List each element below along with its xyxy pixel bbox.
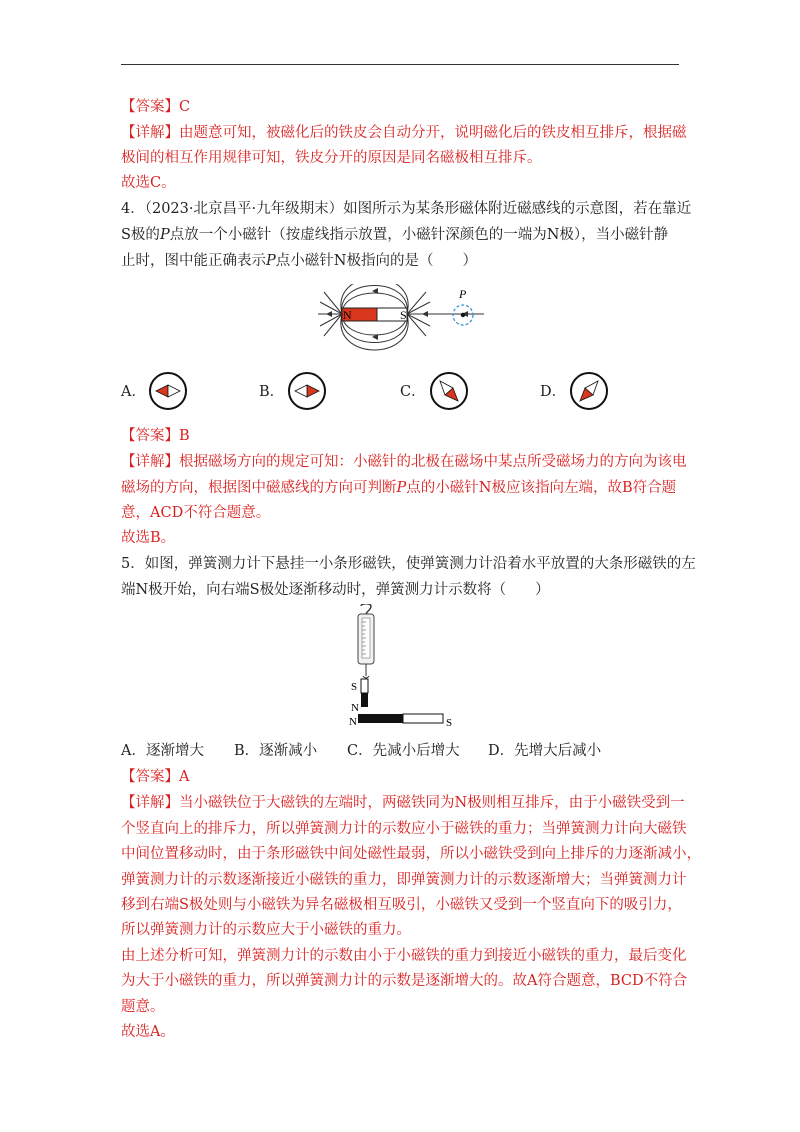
q3-detail-line-1: 【详解】由题意可知，被磁化后的铁皮会自动分开，说明磁化后的铁皮相互排斥，根据磁 xyxy=(121,125,687,141)
q4-option-b-compass-icon xyxy=(286,370,328,412)
q4-answer: 【答案】B xyxy=(121,428,190,444)
q4-detail-line-2: 磁场的方向，根据图中磁感线的方向可判断P点的小磁针N极应该指向左端，故B符合题 xyxy=(121,480,677,496)
q5-stem-line-2: 端N极开始，向右端S极处逐渐移动时，弹簧测力计示数将（ ） xyxy=(121,582,550,598)
q4-option-c-compass-icon xyxy=(428,370,470,412)
q4-option-a-label: A． xyxy=(121,384,146,400)
q4-choice: 故选B。 xyxy=(121,530,176,546)
q4-option-c-label: C． xyxy=(400,384,426,400)
q5-fig-small-s-label: S xyxy=(351,681,358,693)
q4-fig-s-label: S xyxy=(400,308,407,322)
q4-stem-line-2: S极的P点放一个小磁针（按虚线指示放置，小磁针深颜色的一端为N极），当小磁针静 xyxy=(121,227,669,243)
header-rule xyxy=(121,64,679,65)
q5-detail-line-8: 为大于小磁铁的重力，所以弹簧测力计的示数是逐渐增大的。故A符合题意，BCD不符合 xyxy=(121,973,688,989)
q5-detail-line-7: 由上述分析可知，弹簧测力计的示数由小于小磁铁的重力到接近小磁铁的重力，最后变化 xyxy=(121,948,687,964)
q4-option-b-label: B． xyxy=(259,384,285,400)
q4-option-d-label: D． xyxy=(540,384,567,400)
q5-fig-big-s-label: S xyxy=(446,717,453,729)
q4-magnet-field-figure xyxy=(312,284,492,366)
q3-choice: 故选C。 xyxy=(121,175,176,191)
q4-option-a-compass-icon xyxy=(147,370,189,412)
q4-stem-line-3: 止时，图中能正确表示P点小磁针N极指向的是（ ） xyxy=(121,253,477,269)
q5-spring-scale-figure xyxy=(340,604,470,730)
q4-fig-p-label: P xyxy=(459,287,467,301)
q5-option-d: D．先增大后减小 xyxy=(488,743,602,759)
q5-detail-line-2: 个竖直向上的排斥力，所以弹簧测力计的示数应小于磁铁的重力；当弹簧测力计向大磁铁 xyxy=(121,821,687,837)
q4-fig-n-label: N xyxy=(343,308,352,322)
q5-fig-small-n-label: N xyxy=(351,702,359,714)
q5-detail-line-5: 移到右端S极处则与小磁铁为异名磁极相互吸引，小磁铁又受到一个竖直向下的吸引力， xyxy=(121,897,682,913)
q5-stem-line-1: 5．如图，弹簧测力计下悬挂一小条形磁铁，使弹簧测力计沿着水平放置的大条形磁铁的左 xyxy=(121,556,696,572)
q5-fig-big-n-label: N xyxy=(349,716,357,728)
q4-option-d-compass-icon xyxy=(568,370,610,412)
q5-detail-line-6: 所以弹簧测力计的示数应大于小磁铁的重力。 xyxy=(121,922,411,938)
q5-option-a: A．逐渐增大 xyxy=(121,743,204,759)
q5-detail-line-3: 中间位置移动时，由于条形磁铁中间处磁性最弱，所以小磁铁受到向上排斥的力逐渐减小， xyxy=(121,846,701,862)
q5-detail-line-1: 【详解】当小磁铁位于大磁铁的左端时，两磁铁同为N极则相互排斥，由于小磁铁受到一 xyxy=(121,795,685,811)
q5-option-c: C．先减小后增大 xyxy=(347,743,460,759)
q4-detail-line-3: 意，ACD不符合题意。 xyxy=(121,505,271,521)
q4-stem-line-1: 4．（2023·北京昌平·九年级期末）如图所示为某条形磁体附近磁感线的示意图，若在靠近 xyxy=(121,201,692,217)
q4-detail-line-1: 【详解】根据磁场方向的规定可知：小磁针的北极在磁场中某点所受磁场力的方向为该电 xyxy=(121,454,687,470)
q5-detail-line-9: 题意。 xyxy=(121,999,165,1015)
q3-detail-line-2: 极间的相互作用规律可知，铁皮分开的原因是同名磁极相互排斥。 xyxy=(121,150,542,166)
q5-option-b: B．逐渐减小 xyxy=(234,743,318,759)
q5-choice: 故选A。 xyxy=(121,1024,175,1040)
q3-answer: 【答案】C xyxy=(121,99,191,115)
q5-answer: 【答案】A xyxy=(121,769,190,785)
q5-detail-line-4: 弹簧测力计的示数逐渐接近小磁铁的重力，即弹簧测力计的示数逐渐增大；当弹簧测力计 xyxy=(121,872,687,888)
